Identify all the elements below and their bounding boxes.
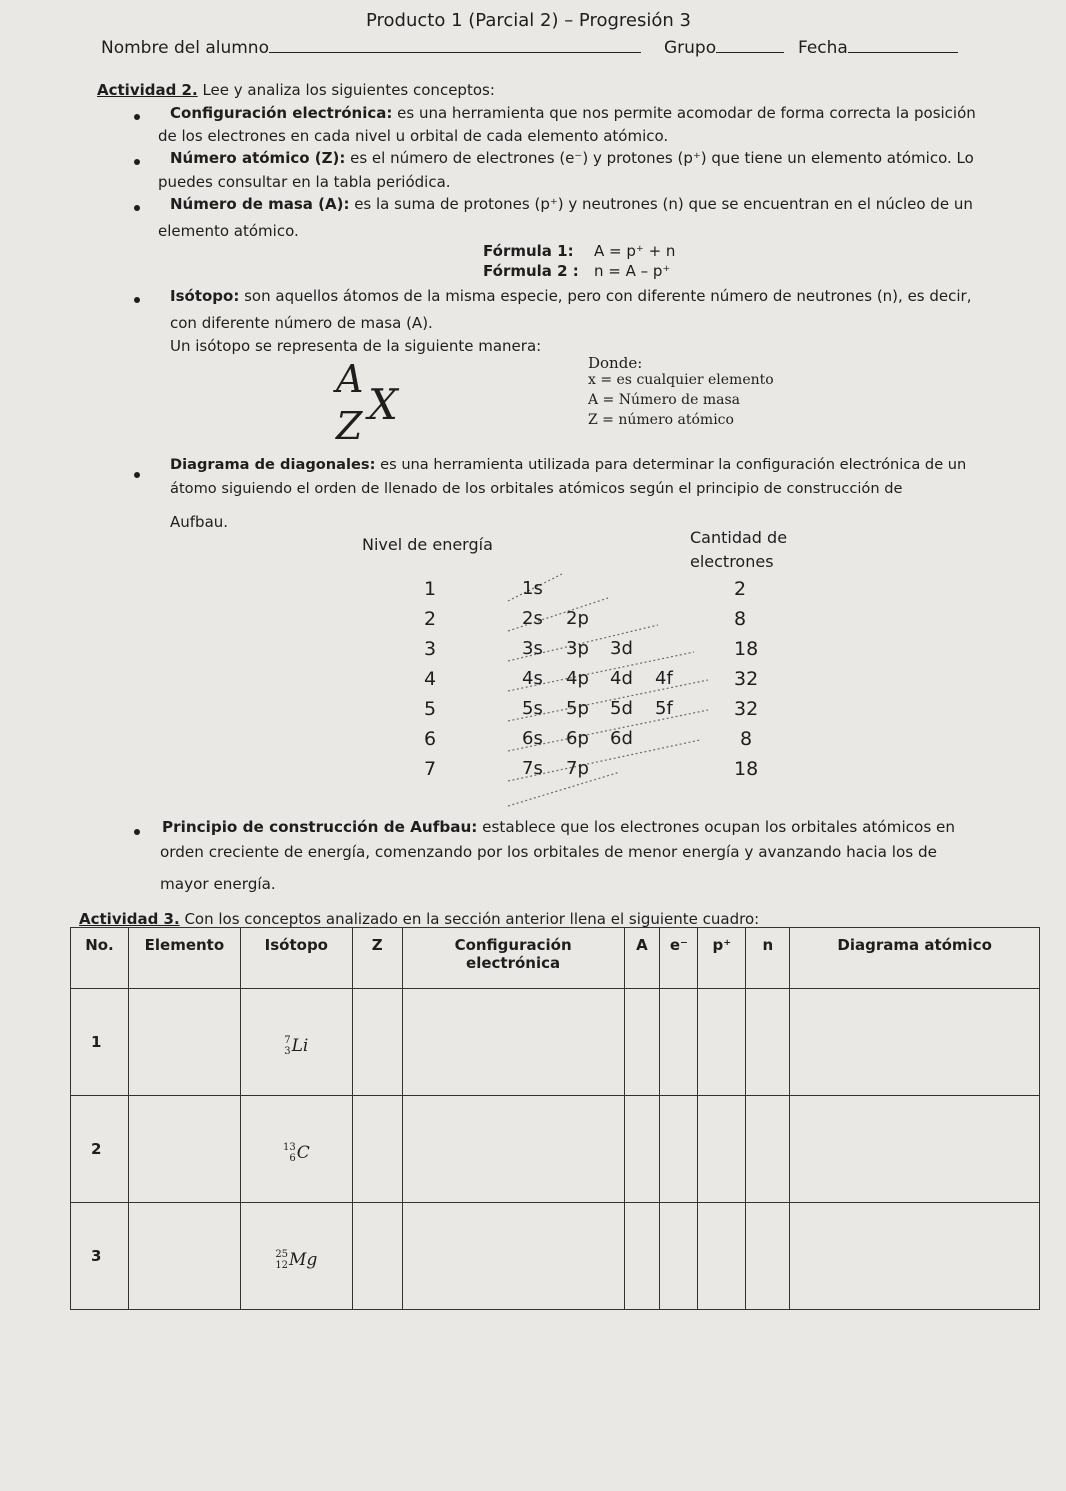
orbital-label: 5p xyxy=(566,698,589,719)
isotope-notation xyxy=(275,1249,317,1271)
orbital-label: 3d xyxy=(610,638,633,659)
diagram-cell[interactable] xyxy=(790,1096,1040,1203)
concept-config-line2: de los electrones en cada nivel u orbital de cada elemento atómico. xyxy=(158,127,669,145)
orbital-label: 6d xyxy=(610,728,633,749)
table-header-row xyxy=(71,928,1040,989)
col-header-z: Z xyxy=(352,928,402,989)
isotope-symbol: Mg xyxy=(289,1249,318,1270)
col-header-no: No. xyxy=(71,928,129,989)
n-cell[interactable] xyxy=(746,989,790,1096)
date-label: Fecha xyxy=(798,38,848,58)
concept-aufbau-line1 xyxy=(162,818,955,836)
table-row xyxy=(71,989,1040,1096)
donde-x: x = es cualquier elemento xyxy=(588,372,774,388)
isotope-cell xyxy=(240,1203,352,1310)
n-cell[interactable] xyxy=(746,1096,790,1203)
diagram-cell[interactable] xyxy=(790,1203,1040,1310)
orbital-label: 5f xyxy=(655,698,673,719)
concept-aufbau-text: establece que los electrones ocupan los orbitales atómicos en xyxy=(477,818,956,836)
z-cell[interactable] xyxy=(352,1096,402,1203)
row-number: 2 xyxy=(71,1096,129,1203)
isotope-atomic-number: 3 xyxy=(284,1045,291,1057)
isotope-notation xyxy=(284,1035,308,1057)
orbital-label: 7s xyxy=(522,758,543,779)
table-row xyxy=(71,1096,1040,1203)
isotope-atomic-number: 6 xyxy=(289,1152,296,1164)
aufbau-level: 5 xyxy=(424,698,437,720)
p-cell[interactable] xyxy=(698,989,746,1096)
p-cell[interactable] xyxy=(698,1203,746,1310)
orbital-label: 2p xyxy=(566,608,589,629)
concept-config-text: es una herramienta que nos permite acomodar de forma correcta la posición xyxy=(392,104,976,122)
element-cell[interactable] xyxy=(128,1096,240,1203)
orbital-label: 3s xyxy=(522,638,543,659)
col-header-diagram: Diagrama atómico xyxy=(790,928,1040,989)
isotope-mass-number: 7 xyxy=(284,1034,291,1046)
aufbau-electrons: 18 xyxy=(734,758,759,780)
isotope-atomic-number: 12 xyxy=(275,1259,289,1271)
activity3-label: Actividad 3. xyxy=(79,910,180,928)
aufbau-count-header-1: Cantidad de xyxy=(690,528,788,547)
donde-z: Z = número atómico xyxy=(588,412,734,428)
row-number: 3 xyxy=(71,1203,129,1310)
aufbau-electrons: 8 xyxy=(734,608,747,630)
formula2: n = A – p⁺ xyxy=(594,262,671,280)
isotope-mass-number: 13 xyxy=(282,1141,296,1153)
col-header-config-1: Configuración xyxy=(454,936,572,954)
aufbau-level: 1 xyxy=(424,578,437,600)
col-header-isotope: Isótopo xyxy=(240,928,352,989)
orbital-label: 4f xyxy=(655,668,673,689)
concept-diagonals-line3: Aufbau. xyxy=(170,513,229,531)
aufbau-level: 4 xyxy=(424,668,437,690)
aufbau-level: 3 xyxy=(424,638,437,660)
n-cell[interactable] xyxy=(746,1203,790,1310)
col-header-p: p⁺ xyxy=(698,928,746,989)
activity2-label: Actividad 2. xyxy=(97,81,198,99)
aufbau-electrons: 8 xyxy=(740,728,753,750)
col-header-config xyxy=(402,928,624,989)
aufbau-count-header-2: electrones xyxy=(690,552,774,571)
z-cell[interactable] xyxy=(352,1203,402,1310)
concept-diagonals-text: es una herramienta utilizada para determinar la configuración electrónica de un xyxy=(375,456,967,473)
concept-aufbau-line2: orden creciente de energía, comenzando por los orbitales de menor energía y avanzando hacia los de xyxy=(160,843,937,861)
config-cell[interactable] xyxy=(402,1203,624,1310)
bullet-icon xyxy=(134,829,140,835)
e-cell[interactable] xyxy=(660,1096,698,1203)
col-header-config-2: electrónica xyxy=(466,954,561,972)
element-cell[interactable] xyxy=(128,1203,240,1310)
concept-config-term: Configuración electrónica: xyxy=(170,104,393,122)
aufbau-electrons: 32 xyxy=(734,668,759,690)
isotope-cell xyxy=(240,989,352,1096)
e-cell[interactable] xyxy=(660,1203,698,1310)
diagram-cell[interactable] xyxy=(790,989,1040,1096)
concept-isotope-line2: con diferente número de masa (A). xyxy=(170,314,433,332)
isotope-symbol-atomic: Z xyxy=(336,404,363,448)
concept-mass-number-line2: elemento atómico. xyxy=(158,222,299,240)
orbital-label: 3p xyxy=(566,638,589,659)
orbital-label: 4p xyxy=(566,668,589,689)
student-name-label: Nombre del alumno xyxy=(101,38,269,58)
aufbau-electrons: 32 xyxy=(734,698,759,720)
aufbau-level: 6 xyxy=(424,728,437,750)
concept-atomic-number-line2: puedes consultar en la tabla periódica. xyxy=(158,173,451,191)
config-cell[interactable] xyxy=(402,1096,624,1203)
concept-mass-number-text: es la suma de protones (p⁺) y neutrones (n) que se encuentran en el núcleo de un xyxy=(349,195,973,213)
aufbau-level: 7 xyxy=(424,758,437,780)
concept-isotope-text: son aquellos átomos de la misma especie, pero con diferente número de neutrones (n), es decir, xyxy=(239,287,972,305)
orbital-label: 5d xyxy=(610,698,633,719)
a-cell[interactable] xyxy=(624,1203,660,1310)
aufbau-electrons: 2 xyxy=(734,578,747,600)
p-cell[interactable] xyxy=(698,1096,746,1203)
group-label: Grupo xyxy=(664,38,717,58)
orbital-label: 2s xyxy=(522,608,543,629)
activity2-intro: Lee y analiza los siguientes conceptos: xyxy=(197,81,495,99)
config-cell[interactable] xyxy=(402,989,624,1096)
isotope-representation-intro: Un isótopo se representa de la siguiente manera: xyxy=(170,337,542,355)
concept-isotope-term: Isótopo: xyxy=(170,287,240,305)
orbital-label: 7p xyxy=(566,758,589,779)
isotope-symbol: C xyxy=(296,1142,310,1163)
activity3-heading xyxy=(79,910,759,928)
orbital-label: 4s xyxy=(522,668,543,689)
isotope-table xyxy=(70,927,1040,1310)
col-header-a: A xyxy=(624,928,660,989)
element-cell[interactable] xyxy=(128,989,240,1096)
isotope-symbol-element: X xyxy=(368,380,398,429)
concept-diagonals-term: Diagrama de diagonales: xyxy=(170,456,376,473)
col-header-element: Elemento xyxy=(128,928,240,989)
orbital-label: 6p xyxy=(566,728,589,749)
concept-atomic-number-text: es el número de electrones (e⁻) y protones (p⁺) que tiene un elemento atómico. Lo xyxy=(345,149,974,167)
formula1: A = p⁺ + n xyxy=(594,242,676,260)
isotope-notation xyxy=(283,1142,310,1164)
formula2-label: Fórmula 2 : xyxy=(483,262,579,280)
activity3-intro: Con los conceptos analizado en la sección anterior llena el siguiente cuadro: xyxy=(179,910,760,928)
row-number: 1 xyxy=(71,989,129,1096)
isotope-cell xyxy=(240,1096,352,1203)
aufbau-level: 2 xyxy=(424,608,437,630)
aufbau-level-header: Nivel de energía xyxy=(362,535,493,554)
orbital-label: 5s xyxy=(522,698,543,719)
isotope-mass-number: 25 xyxy=(275,1248,289,1260)
table-row xyxy=(71,1203,1040,1310)
concept-atomic-number-term: Número atómico (Z): xyxy=(170,149,346,167)
donde-a: A = Número de masa xyxy=(588,392,740,408)
orbital-label: 6s xyxy=(522,728,543,749)
page-title: Producto 1 (Parcial 2) – Progresión 3 xyxy=(366,10,691,31)
col-header-e: e⁻ xyxy=(660,928,698,989)
concept-diagonals-line2: átomo siguiendo el orden de llenado de los orbitales atómicos según el principio de construcción de xyxy=(170,480,903,497)
formula1-label: Fórmula 1: xyxy=(483,242,574,260)
donde-label: Donde: xyxy=(588,354,643,372)
concept-aufbau-term: Principio de construcción de Aufbau: xyxy=(162,818,478,836)
concept-mass-number-term: Número de masa (A): xyxy=(170,195,350,213)
isotope-symbol: Li xyxy=(291,1035,309,1056)
orbital-label: 4d xyxy=(610,668,633,689)
isotope-symbol-mass: A xyxy=(336,357,364,401)
col-header-n: n xyxy=(746,928,790,989)
z-cell[interactable] xyxy=(352,989,402,1096)
a-cell[interactable] xyxy=(624,989,660,1096)
e-cell[interactable] xyxy=(660,989,698,1096)
a-cell[interactable] xyxy=(624,1096,660,1203)
aufbau-electrons: 18 xyxy=(734,638,759,660)
orbital-label: 1s xyxy=(522,578,543,599)
concept-aufbau-line3: mayor energía. xyxy=(160,875,276,893)
